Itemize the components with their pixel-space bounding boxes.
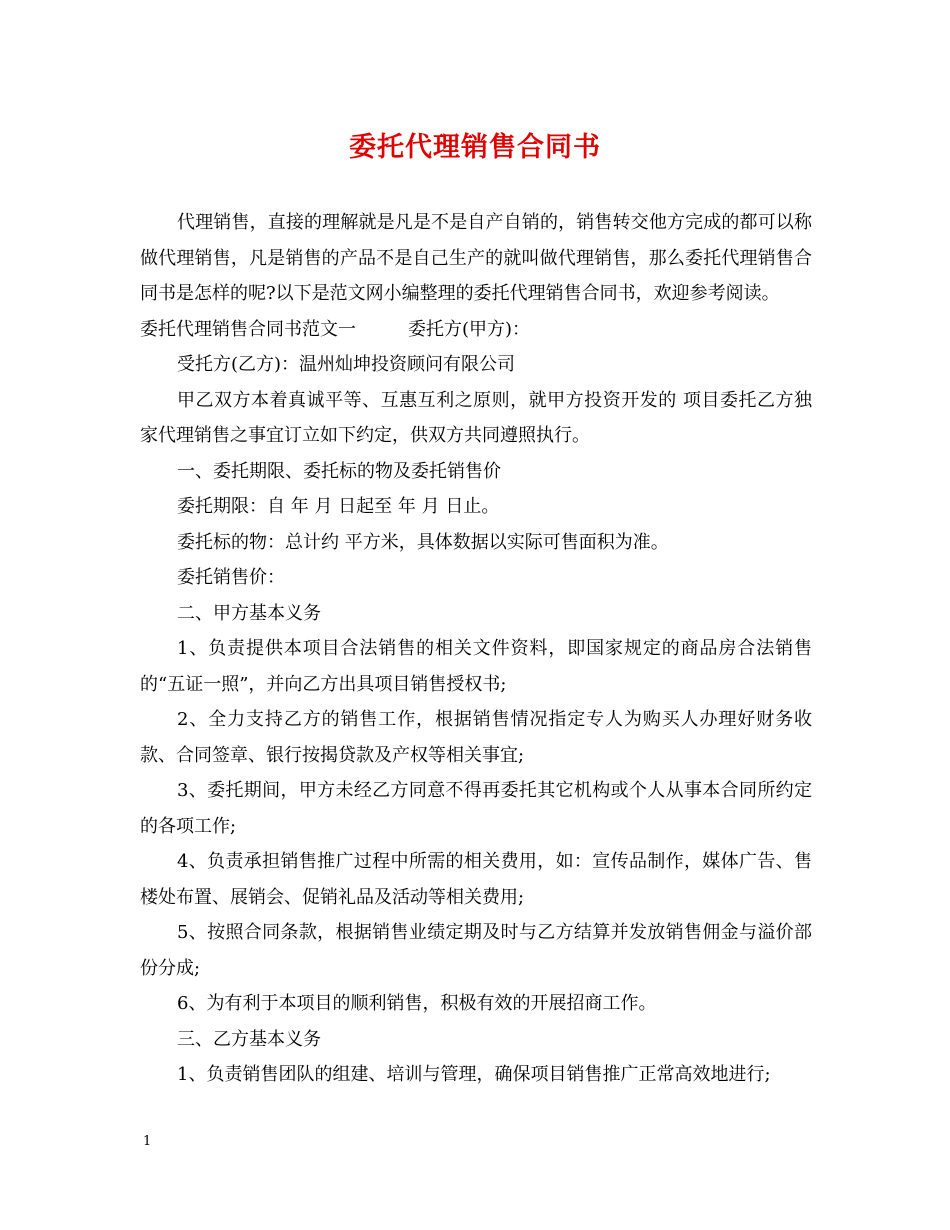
section-heading: 三、乙方基本义务 (177, 1028, 321, 1050)
clause-item: 4、负责承担销售推广过程中所需的相关费用，如：宣传品制作，媒体广告、售楼处布置、展销会、促销礼品及活动等相关费用; (140, 851, 812, 908)
sample-heading-line (140, 312, 812, 348)
section-heading: 一、委托期限、委托标的物及委托销售价 (177, 460, 501, 482)
intro-paragraph: 代理销售，直接的理解就是凡是不是自产自销的，销售转交他方完成的都可以称做代理销售，凡是销售的产品不是自己生产的就叫做代理销售，那么委托代理销售合同书是怎样的呢?以下是范文网小编整理的委托代理销售合同书，欢迎参考阅读。 (140, 212, 812, 304)
clause-item: 2、全力支持乙方的销售工作，根据销售情况指定专人为购买人办理好财务收款、合同签章、银行按揭贷款及产权等相关事宜; (140, 709, 812, 766)
clause-item: 3、委托期间，甲方未经乙方同意不得再委托其它机构或个人从事本合同所约定的各项工作; (140, 780, 812, 837)
section-heading: 二、甲方基本义务 (177, 602, 321, 624)
clause-item: 6、为有利于本项目的顺利销售，积极有效的开展招商工作。 (177, 993, 657, 1014)
preamble-paragraph: 甲乙双方本着真诚平等、互惠互利之原则，就甲方投资开发的 项目委托乙方独家代理销售之事宜订立如下约定，供双方共同遵照执行。 (140, 389, 812, 446)
document-title: 委托代理销售合同书 (349, 132, 601, 163)
price-line: 委托销售价： (177, 567, 285, 588)
clause-item: 5、按照合同条款，根据销售业绩定期及时与乙方结算并发放销售佣金与溢价部份分成; (140, 922, 812, 979)
party-a-line: 委托方(甲方)： (408, 318, 531, 340)
term-line: 委托期限：自 年 月 日起至 年 月 日止。 (177, 496, 500, 517)
subject-line: 委托标的物：总计约 平方米，具体数据以实际可售面积为准。 (177, 531, 669, 553)
page-number: 1 (143, 1134, 152, 1149)
clause-item: 1、负责提供本项目合法销售的相关文件资料，即国家规定的商品房合法销售的“五证一照”，并向乙方出具项目销售授权书; (140, 638, 812, 695)
document-body (140, 205, 812, 1093)
sample-heading: 委托代理销售合同书范文一 (140, 318, 356, 340)
party-b-line: 受托方(乙方)：温州灿坤投资顾问有限公司 (177, 354, 516, 375)
clause-item: 1、负责销售团队的组建、培训与管理，确保项目销售推广正常高效地进行; (177, 1064, 771, 1085)
